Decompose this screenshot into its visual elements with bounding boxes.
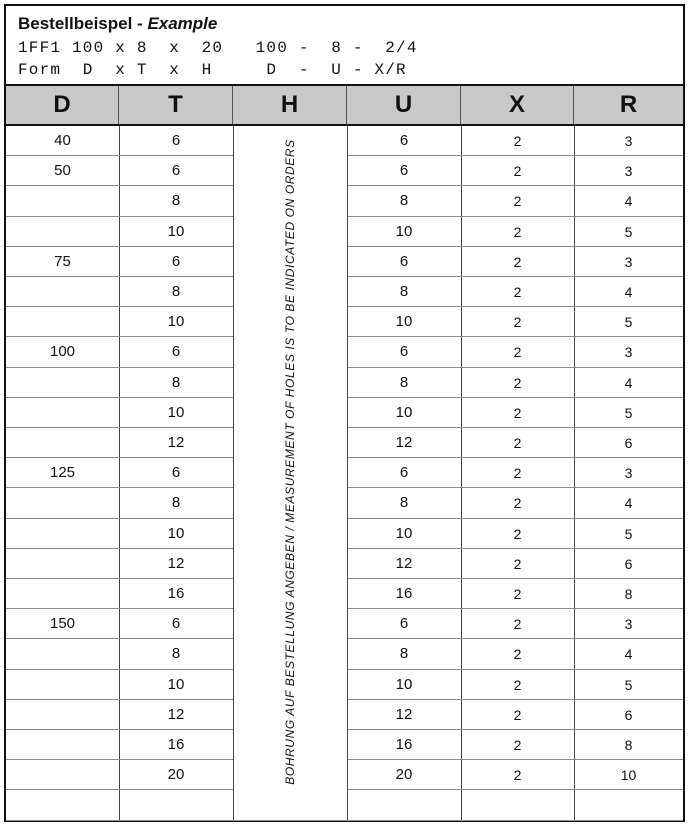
cell-d [6, 549, 119, 579]
cell-r: 5 [624, 314, 633, 331]
cell-u [347, 790, 461, 820]
column-header-h: H [233, 86, 347, 124]
cell-r: 4 [624, 646, 633, 663]
cell-t: 8 [171, 645, 181, 663]
cell-r: 5 [624, 676, 633, 693]
cell-u: 6 [399, 132, 409, 149]
cell-d: 75 [54, 252, 71, 270]
cell-r: 6 [624, 435, 633, 451]
cell-t: 10 [167, 222, 185, 240]
cell-r: 5 [624, 223, 633, 240]
cell-t: 16 [167, 585, 185, 602]
column-header-row [6, 84, 683, 126]
cell-u: 12 [395, 554, 413, 572]
cell-u: 12 [395, 705, 413, 723]
cell-x: 2 [513, 284, 522, 300]
cell-u: 10 [395, 222, 413, 240]
cell-x: 2 [513, 465, 522, 482]
cell-d: 150 [49, 615, 76, 633]
cell-t: 10 [167, 313, 185, 331]
cell-t: 20 [167, 766, 185, 784]
cell-d: 40 [54, 132, 71, 149]
cell-u: 8 [399, 494, 409, 512]
cell-t: 10 [167, 524, 185, 542]
cell-r: 3 [624, 465, 633, 482]
cell-r: 5 [624, 525, 633, 542]
cell-r: 4 [624, 193, 633, 210]
cell-u: 6 [399, 615, 409, 633]
cell-t: 8 [171, 192, 181, 210]
cell-d [6, 519, 119, 549]
table-frame [4, 4, 685, 822]
column-header-r: R [619, 91, 638, 118]
cell-r: 4 [624, 374, 633, 391]
cell-u: 20 [395, 766, 413, 784]
cell-u: 16 [395, 736, 413, 753]
cell-u: 10 [395, 313, 413, 331]
cell-r: 5 [624, 404, 633, 421]
cell-u: 6 [399, 252, 409, 270]
cell-u: 6 [399, 464, 409, 482]
cell-r: 6 [624, 555, 633, 572]
cell-r: 6 [624, 706, 633, 723]
cell-r: 10 [620, 767, 637, 784]
cell-d [6, 186, 119, 216]
cell-t: 8 [171, 283, 181, 300]
cell-u: 8 [399, 645, 409, 663]
cell-d [6, 217, 119, 247]
cell-t: 6 [171, 343, 181, 361]
cell-x: 2 [513, 616, 522, 633]
cell-t: 6 [171, 252, 181, 270]
cell-x: 2 [513, 223, 522, 240]
cell-x: 2 [513, 404, 522, 421]
cell-r: 8 [624, 586, 633, 602]
cell-x: 2 [513, 646, 522, 663]
cell-t: 6 [171, 615, 181, 633]
cell-x: 2 [513, 706, 522, 723]
cell-d [6, 398, 119, 428]
cell-u: 16 [395, 585, 413, 602]
hole-measurement-note: BOHRUNG AUF BESTELLUNG ANGEBEN / MEASUREMENT OF HOLES IS TO BE INDICATED ON ORDERS [283, 139, 297, 785]
cell-d: 50 [54, 162, 71, 180]
cell-t: 12 [167, 434, 185, 451]
cell-x: 2 [513, 555, 522, 572]
cell-r: 3 [624, 616, 633, 633]
cell-d [6, 307, 119, 337]
column-divider [233, 126, 234, 820]
cell-d [6, 700, 119, 730]
cell-t: 12 [167, 554, 185, 572]
cell-r: 3 [624, 253, 633, 270]
cell-x: 2 [513, 525, 522, 542]
cell-x: 2 [513, 495, 522, 512]
cell-u: 6 [399, 343, 409, 361]
cell-x: 2 [513, 676, 522, 693]
column-divider [347, 126, 348, 820]
title-example: Example [147, 14, 218, 33]
cell-r: 3 [624, 344, 633, 361]
cell-u: 8 [399, 283, 409, 300]
cell-x: 2 [513, 314, 522, 331]
cell-u: 12 [395, 434, 413, 451]
column-header-x: X [461, 86, 574, 124]
cell-t: 10 [167, 675, 185, 693]
order-code-legend: Form D x T x H D - U - X/R [18, 61, 407, 79]
cell-d [6, 639, 119, 669]
cell-t: 16 [167, 736, 185, 753]
cell-t [119, 790, 233, 820]
cell-x: 2 [513, 253, 522, 270]
cell-r [574, 790, 683, 820]
cell-t: 8 [171, 373, 181, 391]
cell-x: 2 [513, 344, 522, 361]
cell-r: 3 [624, 133, 633, 149]
cell-x: 2 [513, 586, 522, 602]
cell-r: 3 [624, 163, 633, 180]
cell-x: 2 [513, 374, 522, 391]
cell-t: 8 [171, 494, 181, 512]
cell-r: 8 [624, 737, 633, 753]
cell-x: 2 [513, 193, 522, 210]
cell-t: 6 [171, 132, 181, 149]
cell-r: 4 [624, 495, 633, 512]
cell-t: 6 [171, 162, 181, 180]
example-title [18, 14, 217, 34]
cell-d [6, 670, 119, 700]
cell-d [6, 730, 119, 760]
title-text: Bestellbeispel [18, 14, 133, 33]
cell-d: 125 [49, 464, 76, 482]
cell-t: 6 [171, 464, 181, 482]
cell-d [6, 277, 119, 307]
cell-r: 4 [624, 284, 633, 300]
cell-x: 2 [513, 163, 522, 180]
cell-u: 8 [399, 192, 409, 210]
cell-t: 10 [167, 403, 185, 421]
cell-x: 2 [513, 767, 522, 784]
cell-x: 2 [513, 435, 522, 451]
table-body [6, 126, 683, 820]
cell-d [6, 488, 119, 518]
order-code-example: 1FF1 100 x 8 x 20 100 - 8 - 2/4 [18, 39, 418, 57]
cell-u: 6 [399, 162, 409, 180]
cell-t: 12 [167, 705, 185, 723]
cell-d [6, 790, 119, 820]
cell-u: 8 [399, 373, 409, 391]
cell-d [6, 579, 119, 609]
column-header-u: U [347, 86, 461, 124]
column-header-d: D [6, 86, 119, 124]
cell-x [461, 790, 574, 820]
cell-x: 2 [513, 133, 522, 149]
cell-u: 10 [395, 675, 413, 693]
cell-d [6, 760, 119, 790]
cell-d [6, 428, 119, 458]
cell-d [6, 368, 119, 398]
title-separator: - [132, 14, 148, 33]
column-header-t: T [119, 86, 233, 124]
cell-u: 10 [395, 403, 413, 421]
cell-x: 2 [513, 737, 522, 753]
cell-u: 10 [395, 524, 413, 542]
cell-d: 100 [49, 343, 76, 361]
